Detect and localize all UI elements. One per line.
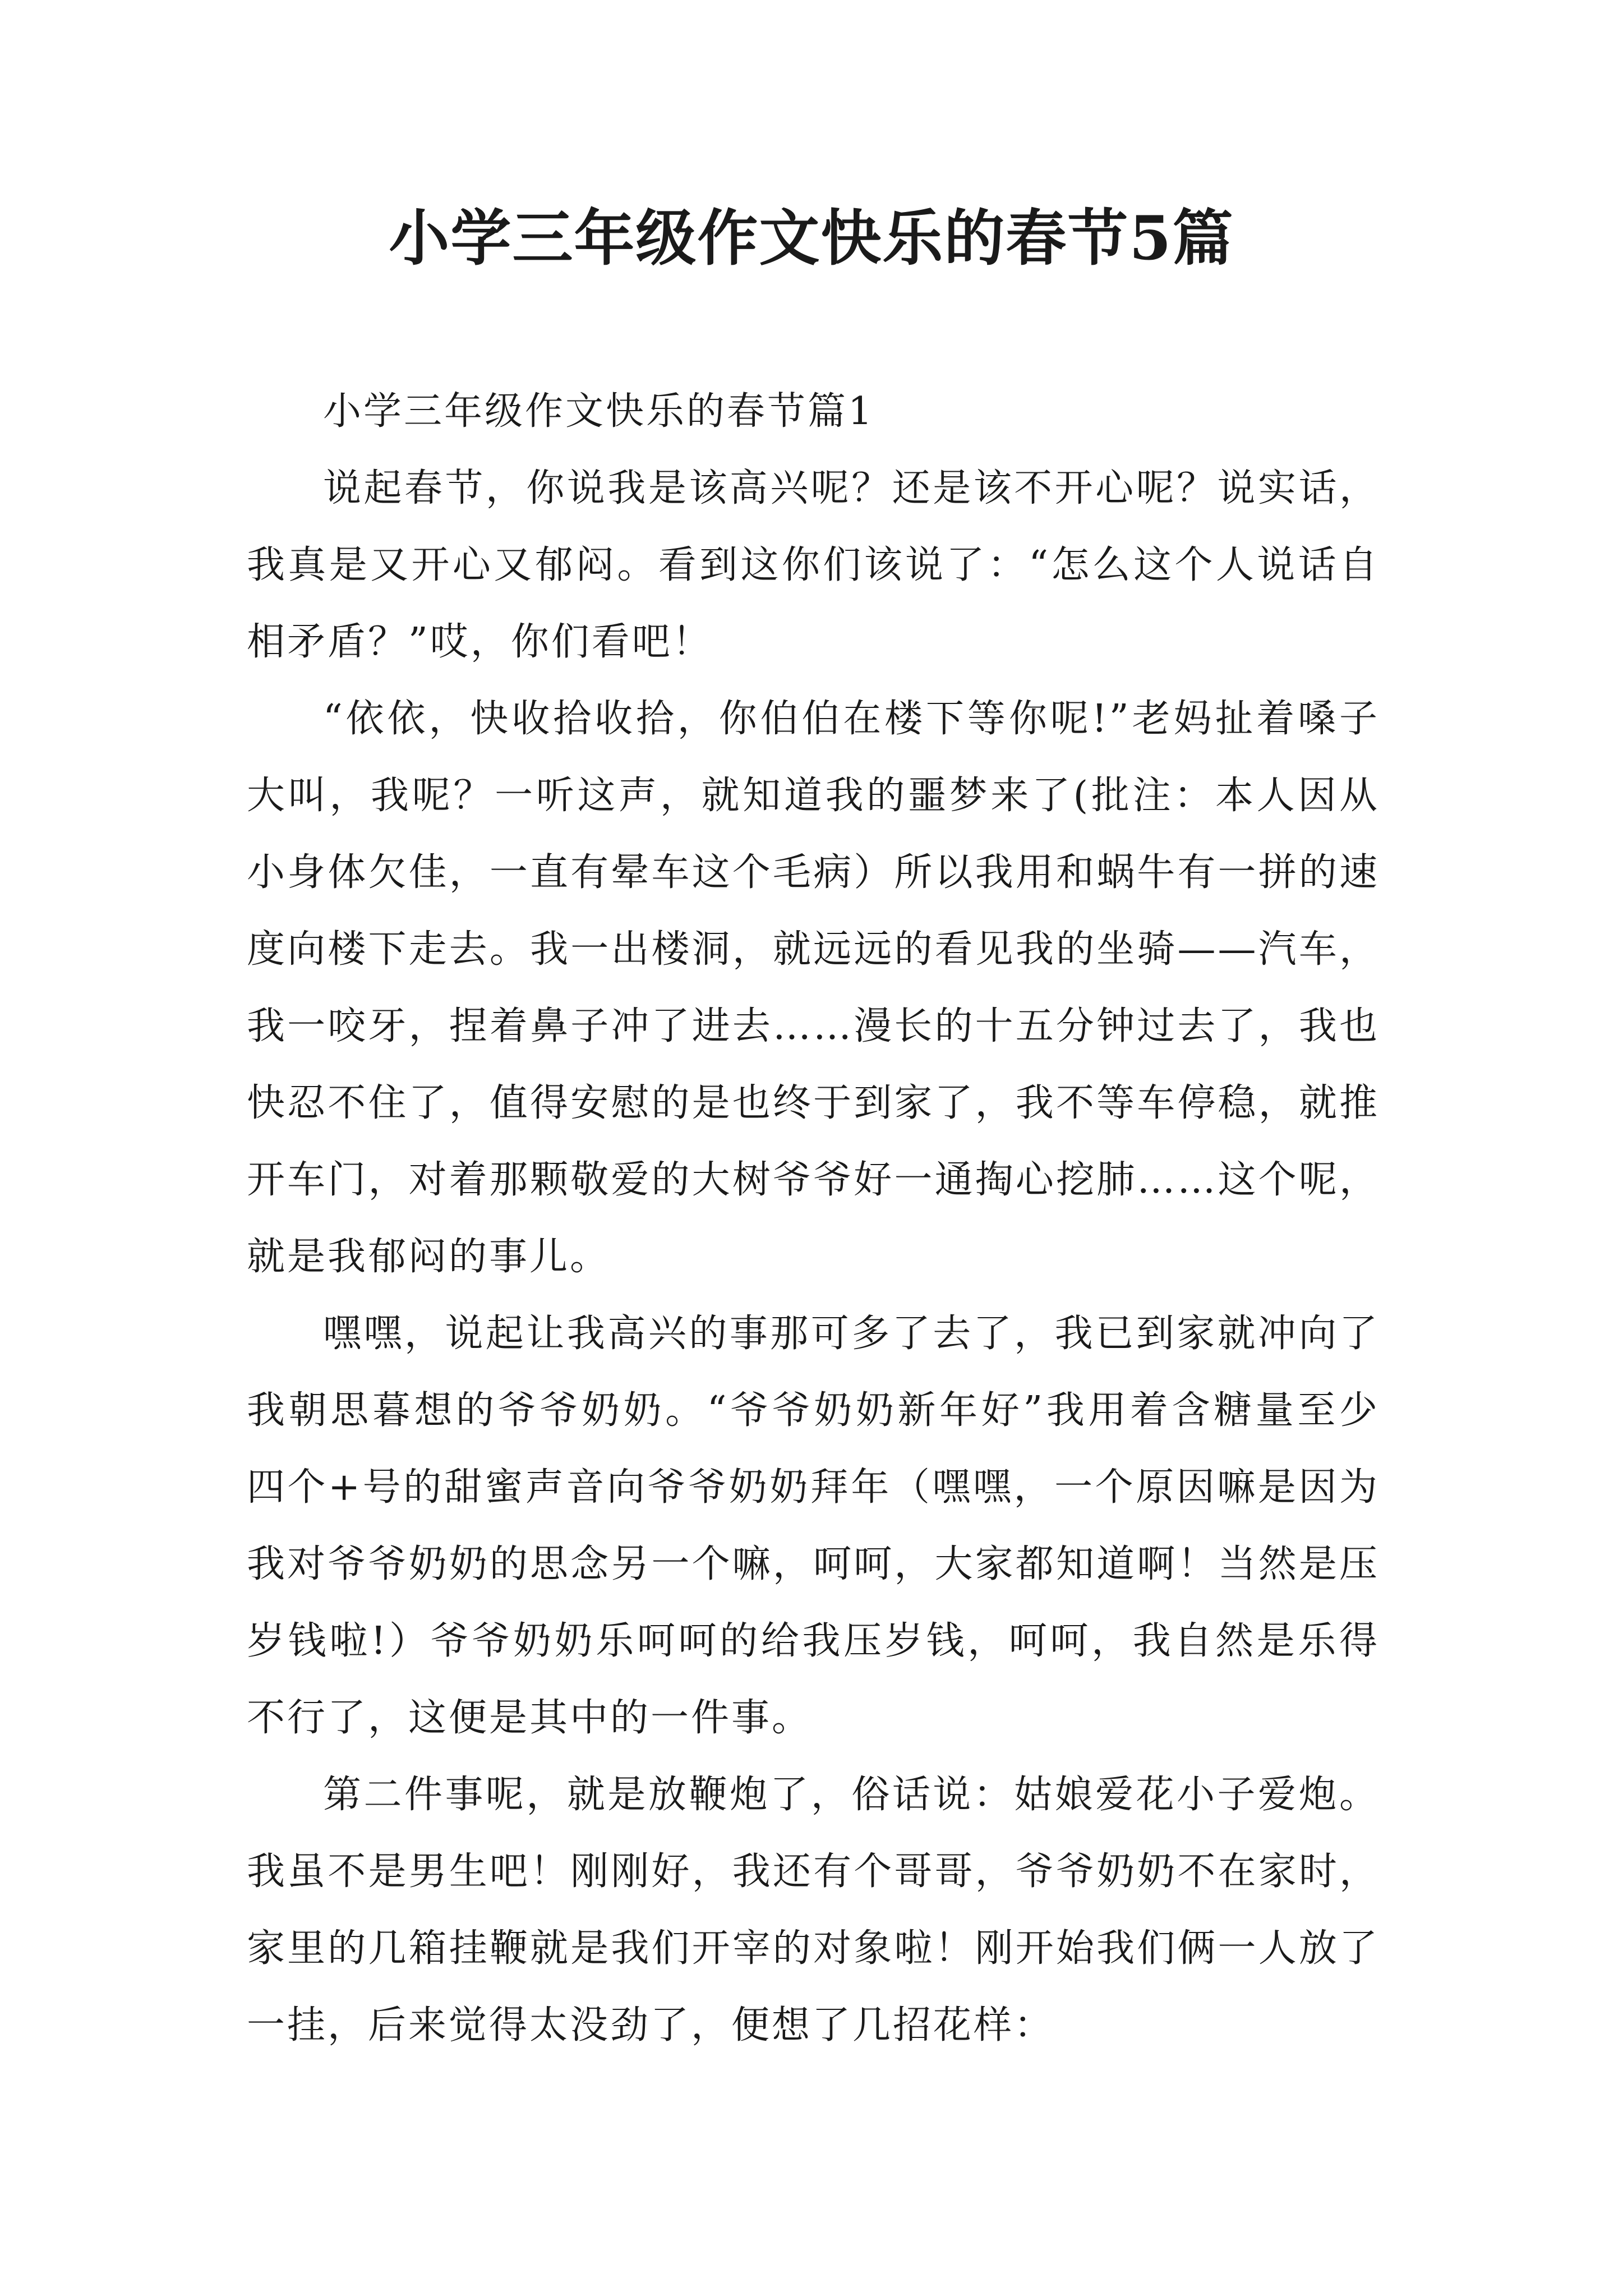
paragraph: “依依，快收拾收拾，你伯伯在楼下等你呢!”老妈扯着嗓子大叫，我呢？一听这声，就知道我的噩梦来了(批注：本人因从小身体欠佳，一直有晕车这个毛病）所以我用和蜗牛有一拼的速度向楼下走去。我一出楼洞，就远远的看见我的坐骑——汽车，我一咬牙，捏着鼻子冲了进去……漫长的十五分钟过去了，我也快忍不住了，值得安慰的是也终于到家了，我不等车停稳，就推开车门，对着那颗敬爱的大树爷爷好一通掏心挖肺……这个呢，就是我郁闷的事儿。 [247,697,1380,1279]
paragraph: 第二件事呢，就是放鞭炮了，俗话说：姑娘爱花小子爱炮。我虽不是男生吧！刚刚好，我还有个哥哥，爷爷奶奶不在家时，家里的几箱挂鞭就是我们开宰的对象啦！刚开始我们俩一人放了一挂，后来觉得太没劲了，便想了几招花样： [247,1773,1380,2047]
paragraph: 说起春节，你说我是该高兴呢？还是该不开心呢？说实话，我真是又开心又郁闷。看到这你们该说了：“怎么这个人说话自相矛盾？”哎，你们看吧！ [247,466,1380,664]
section-heading: 小学三年级作文快乐的春节篇1 [323,389,875,434]
document-body [247,373,1380,2064]
document-title: 小学三年级作文快乐的春节5篇 [389,203,1234,274]
paragraph: 嘿嘿，说起让我高兴的事那可多了去了，我已到家就冲向了我朝思暮想的爷爷奶奶。“爷爷奶奶新年好”我用着含糖量至少四个+号的甜蜜声音向爷爷奶奶拜年（嘿嘿，一个原因嘛是因为我对爷爷奶奶的思念另一个嘛，呵呵，大家都知道啊！当然是压岁钱啦!）爷爷奶奶乐呵呵的给我压岁钱，呵呵，我自然是乐得不行了，这便是其中的一件事。 [247,1312,1380,1740]
